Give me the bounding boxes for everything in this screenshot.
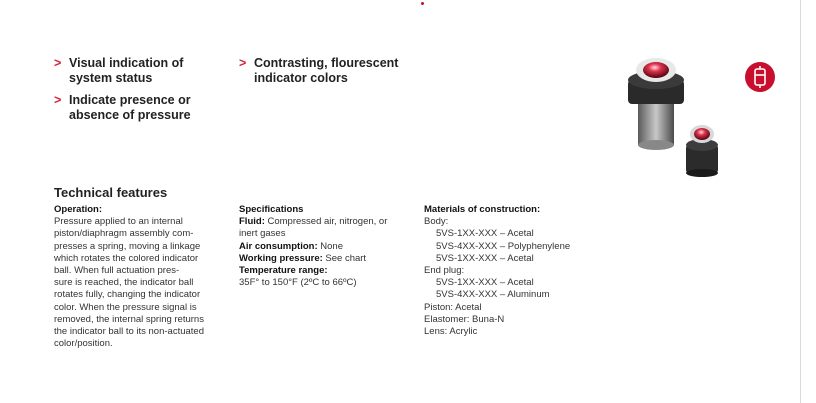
spec-value: None (320, 240, 343, 252)
top-accent-dot (421, 2, 424, 5)
operation-line: sure is reached, the indicator ball (54, 277, 194, 289)
materials-elastomer: Elastomer: Buna-N (424, 313, 505, 325)
spec-value: inert gases (239, 228, 286, 240)
feature-bullet (239, 56, 398, 86)
bullet-line: Indicate presence or (69, 93, 191, 107)
feature-bullets-mid (239, 56, 398, 93)
specifications-heading: Specifications (239, 204, 304, 215)
operation-line: removed, the internal spring returns (54, 313, 204, 325)
operation-line: color. When the pressure signal is (54, 301, 197, 313)
operation-line: the indicator ball to its non-actuated (54, 326, 204, 338)
operation-line: Pressure applied to an internal (54, 216, 183, 228)
spec-value: Compressed air, nitrogen, or (267, 216, 388, 228)
bullet-line: Contrasting, flourescent (254, 56, 399, 70)
materials-item: 5VS-1XX-XXX – Acetal (436, 277, 534, 289)
feature-bullets-left (54, 56, 191, 130)
bullet-line: indicator colors (254, 71, 348, 85)
operation-line: piston/diaphragm assembly com- (54, 228, 194, 240)
feature-bullet (54, 93, 191, 123)
materials-lens: Lens: Acrylic (424, 326, 478, 338)
bullet-arrow-icon: > (54, 93, 62, 107)
spec-label: Fluid: (239, 216, 265, 228)
spec-label: Air consumption: (239, 240, 318, 252)
materials-item: 5VS-1XX-XXX – Acetal (436, 228, 534, 240)
section-title: Technical features (54, 185, 168, 200)
spec-pressure (239, 253, 414, 265)
operation-line: which rotates the colored indicator (54, 252, 199, 264)
specifications-column (239, 204, 414, 289)
feature-bullet (54, 56, 191, 86)
materials-body-label: Body: (424, 216, 449, 228)
materials-column (424, 204, 624, 338)
operation-column (54, 204, 229, 350)
operation-line: color/position. (54, 338, 113, 350)
bullet-arrow-icon: > (239, 56, 247, 70)
spec-label: Working pressure: (239, 252, 323, 264)
page-edge-rule (800, 0, 801, 403)
materials-item: 5VS-4XX-XXX – Polyphenylene (436, 240, 571, 252)
operation-line: rotates fully, changing the indicator (54, 289, 201, 301)
spec-air (239, 241, 414, 253)
materials-piston: Piston: Acetal (424, 301, 482, 313)
materials-endplug-label: End plug: (424, 265, 465, 277)
operation-line: presses a spring, moving a linkage (54, 240, 201, 252)
bullet-line: system status (69, 71, 153, 85)
spec-fluid (239, 216, 414, 228)
operation-line: ball. When full actuation pres- (54, 265, 180, 277)
spec-value: 35F° to 150°F (2ºC to 66ºC) (239, 277, 357, 289)
spec-label: Temperature range: (239, 265, 328, 277)
pressure-indicator-photo (620, 50, 740, 180)
bullet-line: Visual indication of (69, 56, 184, 70)
materials-heading: Materials of construction: (424, 204, 541, 215)
materials-item: 5VS-4XX-XXX – Aluminum (436, 289, 550, 301)
operation-heading: Operation: (54, 204, 103, 215)
indicator-symbol-icon (745, 62, 775, 92)
bullet-line: absence of pressure (69, 108, 191, 122)
materials-item: 5VS-1XX-XXX – Acetal (436, 252, 534, 264)
spec-value: See chart (325, 252, 367, 264)
bullet-arrow-icon: > (54, 56, 62, 70)
